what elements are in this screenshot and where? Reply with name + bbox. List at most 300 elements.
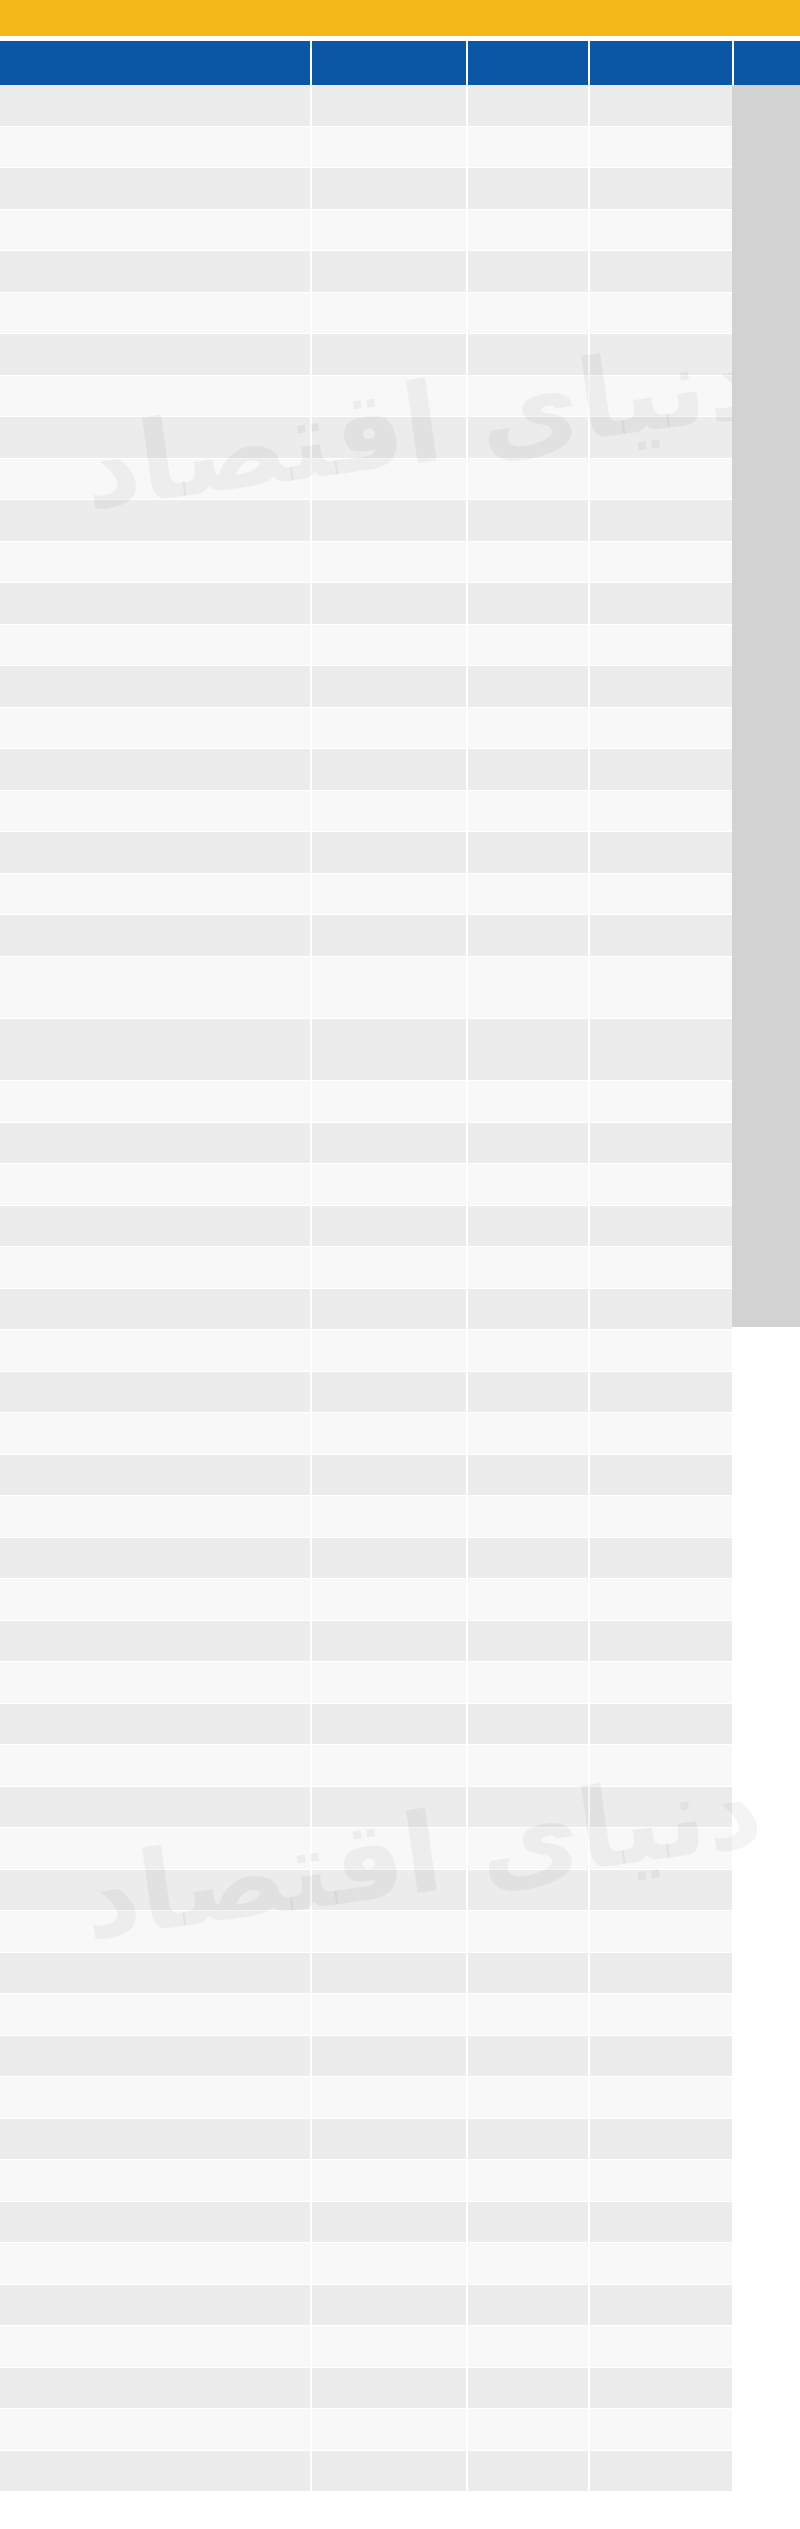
cell-neighborhood bbox=[588, 2077, 732, 2119]
cell-area bbox=[310, 1247, 466, 1289]
cell-age bbox=[466, 1164, 588, 1206]
cell-area bbox=[310, 1330, 466, 1372]
cell-price bbox=[0, 1579, 310, 1621]
cell-area bbox=[310, 1081, 466, 1123]
table-row bbox=[0, 127, 800, 169]
cell-price bbox=[0, 85, 310, 127]
region-spacer bbox=[732, 1828, 800, 1870]
cell-area bbox=[310, 2160, 466, 2202]
cell-neighborhood bbox=[588, 1019, 732, 1081]
table-row bbox=[0, 625, 800, 667]
cell-neighborhood bbox=[588, 127, 732, 169]
cell-age bbox=[466, 1579, 588, 1621]
cell-neighborhood bbox=[588, 376, 732, 418]
table-row bbox=[0, 1330, 800, 1372]
cell-age bbox=[466, 127, 588, 169]
cell-age bbox=[466, 2409, 588, 2451]
cell-age bbox=[466, 2119, 588, 2161]
cell-area bbox=[310, 915, 466, 957]
cell-age bbox=[466, 1787, 588, 1829]
table-row bbox=[0, 1994, 800, 2036]
region-spacer bbox=[732, 2160, 800, 2202]
cell-neighborhood bbox=[588, 500, 732, 542]
table-row bbox=[0, 2160, 800, 2202]
cell-age bbox=[466, 1455, 588, 1497]
cell-price bbox=[0, 1538, 310, 1580]
cell-neighborhood bbox=[588, 1745, 732, 1787]
cell-area bbox=[310, 2451, 466, 2493]
cell-area bbox=[310, 1787, 466, 1829]
cell-price bbox=[0, 2119, 310, 2161]
cell-price bbox=[0, 1289, 310, 1331]
region-spacer bbox=[732, 2119, 800, 2161]
cell-area bbox=[310, 2202, 466, 2244]
cell-area bbox=[310, 376, 466, 418]
table-row bbox=[0, 1496, 800, 1538]
region-spacer bbox=[732, 1372, 800, 1414]
cell-price bbox=[0, 1206, 310, 1248]
cell-neighborhood bbox=[588, 1496, 732, 1538]
cell-price bbox=[0, 1372, 310, 1414]
cell-neighborhood bbox=[588, 542, 732, 584]
cell-area bbox=[310, 210, 466, 252]
table-row bbox=[0, 1019, 800, 1081]
cell-age bbox=[466, 2285, 588, 2327]
table-row bbox=[0, 791, 800, 833]
cell-price bbox=[0, 2285, 310, 2327]
table-row bbox=[0, 1579, 800, 1621]
cell-age bbox=[466, 1704, 588, 1746]
region-spacer bbox=[732, 1496, 800, 1538]
cell-area bbox=[310, 500, 466, 542]
cell-area bbox=[310, 293, 466, 335]
cell-age bbox=[466, 334, 588, 376]
cell-area bbox=[310, 1994, 466, 2036]
region-spacer bbox=[732, 2451, 800, 2493]
cell-age bbox=[466, 2368, 588, 2410]
cell-neighborhood bbox=[588, 1621, 732, 1663]
cell-age bbox=[466, 1081, 588, 1123]
cell-age bbox=[466, 708, 588, 750]
cell-area bbox=[310, 1413, 466, 1455]
cell-area bbox=[310, 749, 466, 791]
cell-area bbox=[310, 2409, 466, 2451]
cell-age bbox=[466, 1828, 588, 1870]
cell-age bbox=[466, 85, 588, 127]
cell-price bbox=[0, 1455, 310, 1497]
cell-age bbox=[466, 1745, 588, 1787]
cell-area bbox=[310, 1123, 466, 1165]
cell-neighborhood bbox=[588, 1372, 732, 1414]
cell-neighborhood bbox=[588, 1704, 732, 1746]
cell-age bbox=[466, 2202, 588, 2244]
region-spacer bbox=[732, 1579, 800, 1621]
cell-age bbox=[466, 625, 588, 667]
region-spacer bbox=[732, 1704, 800, 1746]
cell-neighborhood bbox=[588, 1123, 732, 1165]
cell-area bbox=[310, 1289, 466, 1331]
cell-price bbox=[0, 1081, 310, 1123]
cell-age bbox=[466, 1247, 588, 1289]
cell-age bbox=[466, 1019, 588, 1081]
table-row bbox=[0, 459, 800, 501]
table-row bbox=[0, 1123, 800, 1165]
cell-area bbox=[310, 1164, 466, 1206]
cell-price bbox=[0, 1164, 310, 1206]
table-row bbox=[0, 1745, 800, 1787]
cell-neighborhood bbox=[588, 2409, 732, 2451]
table-row bbox=[0, 874, 800, 916]
cell-price bbox=[0, 2202, 310, 2244]
cell-age bbox=[466, 1496, 588, 1538]
cell-area bbox=[310, 2243, 466, 2285]
cell-neighborhood bbox=[588, 2451, 732, 2493]
table-row bbox=[0, 542, 800, 584]
region-spacer bbox=[732, 2368, 800, 2410]
cell-price bbox=[0, 1496, 310, 1538]
table-row bbox=[0, 251, 800, 293]
table-row bbox=[0, 1289, 800, 1331]
header-neighborhood bbox=[588, 41, 732, 85]
cell-price bbox=[0, 251, 310, 293]
cell-age bbox=[466, 210, 588, 252]
cell-price bbox=[0, 376, 310, 418]
cell-price bbox=[0, 417, 310, 459]
table-row bbox=[0, 1787, 800, 1829]
cell-neighborhood bbox=[588, 251, 732, 293]
region-spacer bbox=[732, 2036, 800, 2078]
table-row bbox=[0, 168, 800, 210]
cell-age bbox=[466, 500, 588, 542]
cell-area bbox=[310, 1828, 466, 1870]
cell-price bbox=[0, 2077, 310, 2119]
cell-neighborhood bbox=[588, 210, 732, 252]
cell-age bbox=[466, 666, 588, 708]
table-row bbox=[0, 1828, 800, 1870]
cell-neighborhood bbox=[588, 334, 732, 376]
cell-neighborhood bbox=[588, 459, 732, 501]
cell-area bbox=[310, 1579, 466, 1621]
table-row bbox=[0, 1164, 800, 1206]
cell-age bbox=[466, 542, 588, 584]
region-spacer bbox=[732, 1911, 800, 1953]
cell-price bbox=[0, 2160, 310, 2202]
cell-neighborhood bbox=[588, 2160, 732, 2202]
table-row bbox=[0, 500, 800, 542]
table-row bbox=[0, 293, 800, 335]
cell-age bbox=[466, 1538, 588, 1580]
cell-neighborhood bbox=[588, 791, 732, 833]
cell-neighborhood bbox=[588, 625, 732, 667]
cell-neighborhood bbox=[588, 2119, 732, 2161]
cell-price bbox=[0, 1787, 310, 1829]
region-spacer bbox=[732, 2285, 800, 2327]
cell-price bbox=[0, 1911, 310, 1953]
cell-age bbox=[466, 874, 588, 916]
cell-area bbox=[310, 2326, 466, 2368]
cell-neighborhood bbox=[588, 1330, 732, 1372]
cell-area bbox=[310, 1019, 466, 1081]
table-row bbox=[0, 417, 800, 459]
table-row bbox=[0, 1870, 800, 1912]
cell-neighborhood bbox=[588, 2243, 732, 2285]
cell-price bbox=[0, 459, 310, 501]
cell-neighborhood bbox=[588, 1289, 732, 1331]
table-row bbox=[0, 2326, 800, 2368]
cell-price bbox=[0, 1662, 310, 1704]
cell-neighborhood bbox=[588, 168, 732, 210]
cell-age bbox=[466, 1289, 588, 1331]
table-row bbox=[0, 1081, 800, 1123]
cell-area bbox=[310, 708, 466, 750]
cell-age bbox=[466, 1621, 588, 1663]
table-row bbox=[0, 85, 800, 127]
table-row bbox=[0, 1413, 800, 1455]
cell-area bbox=[310, 1704, 466, 1746]
cell-area bbox=[310, 2119, 466, 2161]
cell-area bbox=[310, 1662, 466, 1704]
table-row bbox=[0, 2285, 800, 2327]
cell-neighborhood bbox=[588, 1828, 732, 1870]
region-spacer bbox=[732, 1787, 800, 1829]
region-spacer bbox=[732, 1621, 800, 1663]
region-spacer bbox=[732, 1953, 800, 1995]
cell-price bbox=[0, 2326, 310, 2368]
cell-neighborhood bbox=[588, 1787, 732, 1829]
cell-age bbox=[466, 1413, 588, 1455]
table-row bbox=[0, 2368, 800, 2410]
cell-neighborhood bbox=[588, 85, 732, 127]
table-row bbox=[0, 1704, 800, 1746]
cell-price bbox=[0, 1621, 310, 1663]
cell-neighborhood bbox=[588, 1579, 732, 1621]
cell-price bbox=[0, 1953, 310, 1995]
cell-price bbox=[0, 1330, 310, 1372]
cell-area bbox=[310, 1455, 466, 1497]
cell-price bbox=[0, 2451, 310, 2493]
cell-price bbox=[0, 1994, 310, 2036]
cell-price bbox=[0, 1019, 310, 1081]
cell-age bbox=[466, 1206, 588, 1248]
cell-area bbox=[310, 127, 466, 169]
cell-price bbox=[0, 168, 310, 210]
cell-neighborhood bbox=[588, 2285, 732, 2327]
cell-area bbox=[310, 583, 466, 625]
cell-age bbox=[466, 791, 588, 833]
cell-price bbox=[0, 500, 310, 542]
cell-neighborhood bbox=[588, 1081, 732, 1123]
table-row bbox=[0, 749, 800, 791]
cell-price bbox=[0, 210, 310, 252]
cell-neighborhood bbox=[588, 915, 732, 957]
cell-area bbox=[310, 459, 466, 501]
cell-price bbox=[0, 542, 310, 584]
table-row bbox=[0, 2202, 800, 2244]
cell-price bbox=[0, 957, 310, 1019]
cell-price bbox=[0, 127, 310, 169]
table-row bbox=[0, 708, 800, 750]
cell-area bbox=[310, 1870, 466, 1912]
table-row bbox=[0, 210, 800, 252]
cell-price bbox=[0, 1870, 310, 1912]
table-row bbox=[0, 666, 800, 708]
cell-age bbox=[466, 376, 588, 418]
cell-area bbox=[310, 2285, 466, 2327]
cell-neighborhood bbox=[588, 1662, 732, 1704]
cell-age bbox=[466, 1123, 588, 1165]
cell-age bbox=[466, 1372, 588, 1414]
cell-price bbox=[0, 666, 310, 708]
table-row bbox=[0, 1455, 800, 1497]
cell-price bbox=[0, 915, 310, 957]
cell-neighborhood bbox=[588, 2036, 732, 2078]
cell-age bbox=[466, 1330, 588, 1372]
cell-area bbox=[310, 832, 466, 874]
table-row bbox=[0, 2451, 800, 2493]
cell-neighborhood bbox=[588, 1870, 732, 1912]
cell-age bbox=[466, 293, 588, 335]
cell-area bbox=[310, 2036, 466, 2078]
cell-neighborhood bbox=[588, 2202, 732, 2244]
cell-area bbox=[310, 1372, 466, 1414]
cell-area bbox=[310, 417, 466, 459]
cell-neighborhood bbox=[588, 1206, 732, 1248]
cell-age bbox=[466, 2326, 588, 2368]
cell-neighborhood bbox=[588, 1994, 732, 2036]
cell-area bbox=[310, 2077, 466, 2119]
cell-price bbox=[0, 293, 310, 335]
cell-area bbox=[310, 791, 466, 833]
table-row bbox=[0, 2409, 800, 2451]
region-spacer bbox=[732, 1413, 800, 1455]
cell-neighborhood bbox=[588, 1164, 732, 1206]
table-row bbox=[0, 334, 800, 376]
cell-neighborhood bbox=[588, 2326, 732, 2368]
region-spacer bbox=[732, 1662, 800, 1704]
table-row bbox=[0, 2077, 800, 2119]
cell-price bbox=[0, 749, 310, 791]
cell-price bbox=[0, 625, 310, 667]
cell-price bbox=[0, 1413, 310, 1455]
cell-age bbox=[466, 1911, 588, 1953]
cell-age bbox=[466, 957, 588, 1019]
cell-age bbox=[466, 2160, 588, 2202]
cell-age bbox=[466, 2077, 588, 2119]
cell-age bbox=[466, 168, 588, 210]
cell-price bbox=[0, 2036, 310, 2078]
region-spacer bbox=[732, 2409, 800, 2451]
table-row bbox=[0, 1206, 800, 1248]
cell-age bbox=[466, 417, 588, 459]
cell-price bbox=[0, 832, 310, 874]
table-row bbox=[0, 2119, 800, 2161]
cell-area bbox=[310, 1911, 466, 1953]
cell-age bbox=[466, 832, 588, 874]
region-spacer bbox=[732, 1994, 800, 2036]
region-spacer bbox=[732, 2202, 800, 2244]
table-title bbox=[0, 0, 800, 36]
table-row bbox=[0, 1911, 800, 1953]
cell-neighborhood bbox=[588, 1455, 732, 1497]
cell-neighborhood bbox=[588, 708, 732, 750]
cell-area bbox=[310, 666, 466, 708]
cell-area bbox=[310, 1496, 466, 1538]
cell-price bbox=[0, 2243, 310, 2285]
cell-area bbox=[310, 874, 466, 916]
cell-neighborhood bbox=[588, 1538, 732, 1580]
cell-area bbox=[310, 168, 466, 210]
header-area bbox=[310, 41, 466, 85]
cell-age bbox=[466, 2243, 588, 2285]
cell-area bbox=[310, 1206, 466, 1248]
region-spacer bbox=[732, 1870, 800, 1912]
cell-neighborhood bbox=[588, 417, 732, 459]
cell-area bbox=[310, 1538, 466, 1580]
cell-age bbox=[466, 1994, 588, 2036]
cell-age bbox=[466, 2451, 588, 2493]
cell-neighborhood bbox=[588, 832, 732, 874]
table-row bbox=[0, 1372, 800, 1414]
cell-age bbox=[466, 1953, 588, 1995]
cell-area bbox=[310, 542, 466, 584]
cell-age bbox=[466, 1870, 588, 1912]
cell-price bbox=[0, 334, 310, 376]
cell-neighborhood bbox=[588, 749, 732, 791]
cell-neighborhood bbox=[588, 874, 732, 916]
cell-price bbox=[0, 791, 310, 833]
table-row bbox=[0, 583, 800, 625]
table-row bbox=[0, 1953, 800, 1995]
cell-area bbox=[310, 1621, 466, 1663]
header-region bbox=[732, 41, 800, 85]
cell-age bbox=[466, 583, 588, 625]
cell-price bbox=[0, 2368, 310, 2410]
header-price bbox=[0, 41, 310, 85]
cell-area bbox=[310, 334, 466, 376]
cell-price bbox=[0, 2409, 310, 2451]
cell-neighborhood bbox=[588, 957, 732, 1019]
table-body bbox=[0, 85, 800, 2492]
cell-area bbox=[310, 957, 466, 1019]
table-row bbox=[0, 915, 800, 957]
cell-price bbox=[0, 583, 310, 625]
cell-age bbox=[466, 749, 588, 791]
cell-age bbox=[466, 251, 588, 293]
table-row bbox=[0, 1662, 800, 1704]
cell-neighborhood bbox=[588, 666, 732, 708]
cell-area bbox=[310, 625, 466, 667]
cell-neighborhood bbox=[588, 1953, 732, 1995]
region-spacer bbox=[732, 1455, 800, 1497]
cell-area bbox=[310, 2368, 466, 2410]
cell-neighborhood bbox=[588, 1413, 732, 1455]
table-row bbox=[0, 2243, 800, 2285]
table-row bbox=[0, 957, 800, 1019]
table-header bbox=[0, 41, 800, 85]
table-row bbox=[0, 832, 800, 874]
cell-age bbox=[466, 915, 588, 957]
cell-price bbox=[0, 1704, 310, 1746]
table-row bbox=[0, 376, 800, 418]
cell-age bbox=[466, 1662, 588, 1704]
table-row bbox=[0, 1538, 800, 1580]
cell-neighborhood bbox=[588, 1247, 732, 1289]
region-spacer bbox=[732, 2326, 800, 2368]
cell-price bbox=[0, 1123, 310, 1165]
cell-neighborhood bbox=[588, 583, 732, 625]
cell-price bbox=[0, 708, 310, 750]
cell-area bbox=[310, 1745, 466, 1787]
